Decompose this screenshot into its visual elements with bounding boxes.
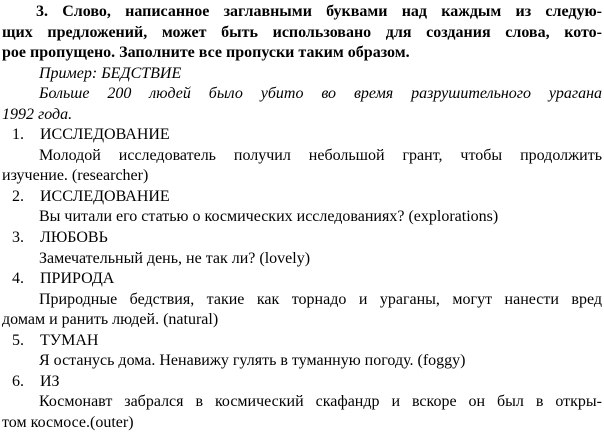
item-5-word: ТУМАН [40, 331, 99, 349]
item-4-sentence-line-1: Природные бедствия, такие как торнадо и ураганы, могут нанести вред [39, 290, 602, 308]
item-3-word: ЛЮБОВЬ [40, 229, 108, 247]
intro-line-2: щих предложений, может быть использовано для создания слова, кото- [2, 23, 602, 41]
item-6-number: 6. [12, 372, 24, 390]
item-1-heading [2, 125, 602, 146]
example-sentence-line-1: Больше 200 людей было убито во время разрушительного урагана [39, 85, 602, 103]
item-1-sentence-line-1: Молодой исследователь получил небольшой грант, чтобы продолжить [39, 146, 602, 164]
item-2-word: ИССЛЕДОВАНИЕ [40, 187, 170, 205]
item-4-word: ПРИРОДА [40, 270, 115, 288]
item-2-sentence-line-1: Вы читали его статью о космических исследованиях? (explorations) [39, 208, 499, 226]
item-2-heading [2, 187, 602, 208]
item-5-number: 5. [12, 331, 24, 349]
item-4-heading [2, 269, 602, 290]
item-3-heading [2, 228, 602, 249]
example-sentence-line-2: 1992 года. [2, 105, 73, 123]
item-3-sentence-line-1: Замечательный день, не так ли? (lovely) [39, 249, 311, 267]
item-6-sentence-line-2: том космосе.(outer) [2, 413, 134, 431]
item-1-sentence-line-2: изучение. (researcher) [2, 167, 149, 185]
item-3-number: 3. [12, 229, 24, 247]
item-4-sentence-line-2: домам и ранить людей. (natural) [2, 311, 219, 329]
intro-line-1: 3. Слово, написанное заглавными буквами над каждым из следую- [36, 3, 602, 20]
item-6-sentence-line-1: Космонавт забрался в космический скафандр и вскоре он был в откры- [39, 393, 602, 411]
item-1-word: ИССЛЕДОВАНИЕ [40, 126, 170, 144]
item-6-heading [2, 372, 602, 393]
item-1-number: 1. [12, 126, 24, 144]
example-label: Пример: БЕДСТВИЕ [39, 64, 182, 82]
intro-line-3: рое пропущено. Заполните все пропуски таким образом. [2, 44, 410, 62]
item-5-heading [2, 331, 602, 352]
item-6-word: ИЗ [40, 372, 60, 390]
item-5-sentence-line-1: Я останусь дома. Ненавижу гулять в туманную погоду. (foggy) [39, 352, 466, 370]
item-2-number: 2. [12, 187, 24, 205]
item-4-number: 4. [12, 270, 24, 288]
